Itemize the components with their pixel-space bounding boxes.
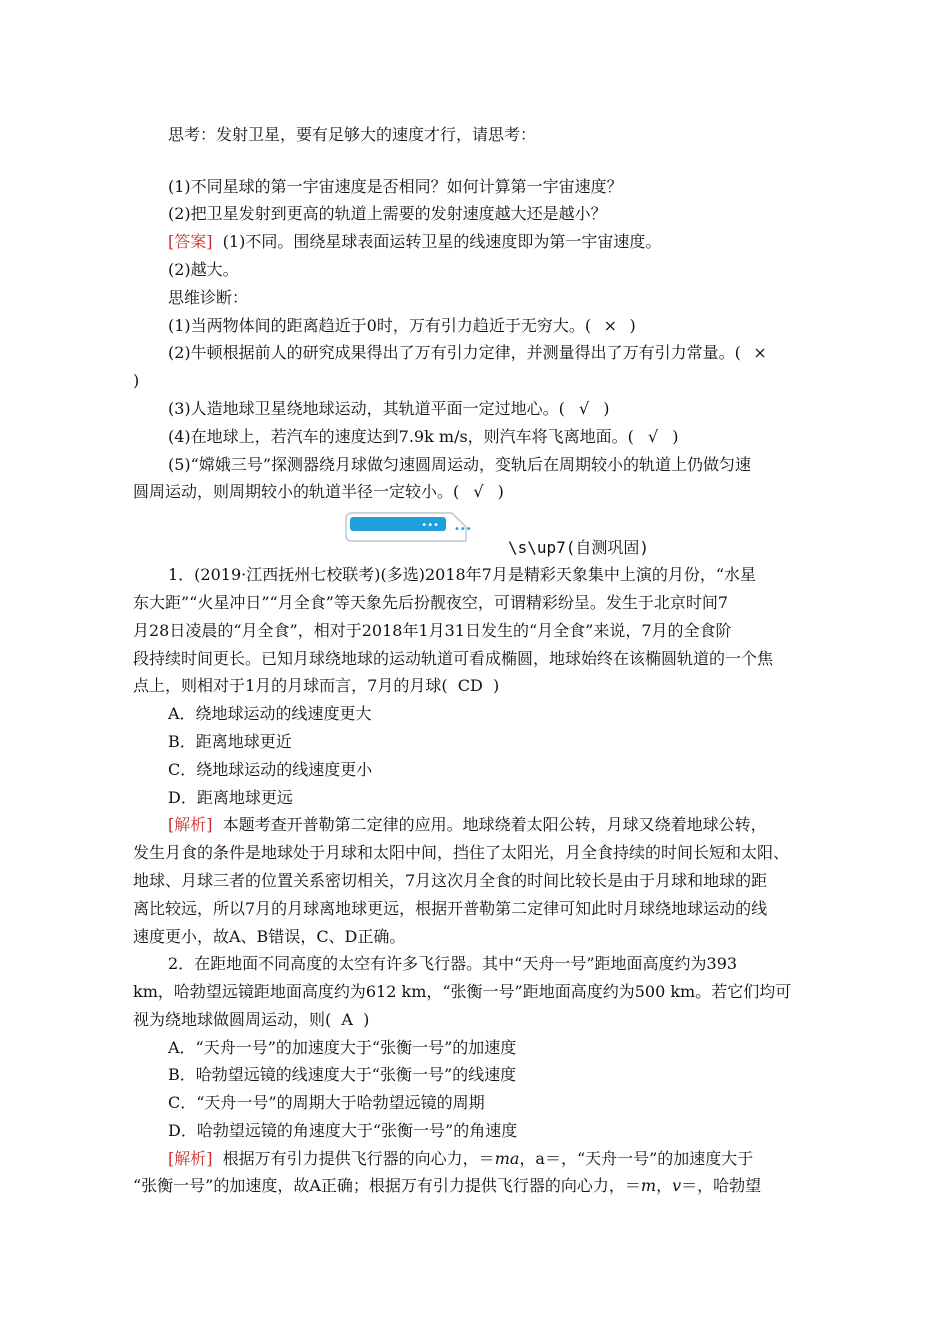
think-question-1: (1)不同星球的第一宇宙速度是否相同？如何计算第一宇宙速度？	[168, 177, 623, 196]
q1-option-d: D．距离地球更远	[168, 788, 293, 807]
q1-answer: CD	[457, 676, 483, 695]
q2-analysis-2	[133, 1176, 761, 1196]
paren-close: )	[672, 427, 679, 446]
analysis-tag: [解析]	[168, 815, 213, 834]
q1-analysis-3: 地球、月球三者的位置关系密切相关，7月这次月全食的时间比较长是由于月球和地球的距	[133, 871, 768, 890]
analysis-text: 根据万有引力提供飞行器的向心力，＝	[222, 1149, 495, 1168]
q2-line-3	[133, 1010, 369, 1030]
analysis-tag: [解析]	[168, 1149, 213, 1168]
q1-option-c: C．绕地球运动的线速度更小	[168, 760, 373, 779]
q1-line-2: 东大距”“火星冲日”“月全食”等天象先后扮靓夜空，可谓精彩纷呈。发生于北京时间7	[133, 593, 729, 612]
math-ma: ma	[494, 1149, 520, 1168]
q1-analysis-2: 发生月食的条件是地球处于月球和太阳中间，挡住了太阳光，月全食持续的时间长短和太阳、	[133, 843, 790, 862]
answer-text: (1)不同。围绕星球表面运转卫星的线速度即为第一宇宙速度。	[222, 232, 662, 251]
q1-line-5	[133, 676, 499, 696]
diagnosis-statement: (1)当两物体间的距离趋近于0时，万有引力趋近于无穷大。(	[168, 316, 592, 335]
think-question-2: (2)把卫星发射到更高的轨道上需要的发射速度越大还是越小？	[168, 204, 607, 223]
check-mark: √	[647, 427, 659, 446]
paren-close: )	[629, 316, 636, 335]
banner-dots: •••	[421, 520, 439, 531]
math-v: v	[672, 1176, 682, 1195]
think-intro: 思考：发射卫星，要有足够大的速度才行，请思考：	[168, 125, 537, 144]
q1-line-3: 月28日凌晨的“月全食”，相对于2018年1月31日发生的“月全食”来说，7月的全食阶	[133, 621, 732, 640]
q1-line-1: 1．(2019·江西抚州七校联考)(多选)2018年7月是精彩天象集中上演的月份，“水星	[168, 565, 757, 584]
paren-close: )	[497, 482, 504, 501]
analysis-text: 本题考查开普勒第二定律的应用。地球绕着太阳公转，月球又绕着地球公转，	[222, 815, 767, 834]
analysis-text: ，a＝，“天舟一号”的加速度大于	[519, 1149, 754, 1168]
q1-option-a: A．绕地球运动的线速度更大	[168, 704, 372, 723]
paren-close: )	[363, 1010, 370, 1029]
q2-analysis-1	[168, 1149, 753, 1169]
diagnosis-statement: (2)牛顿根据前人的研究成果得出了万有引力定律，并测量得出了万有引力常量。(	[168, 343, 741, 362]
q1-analysis-5: 速度更小，故A、B错误，C、D正确。	[133, 927, 406, 946]
diagnosis-item-2	[168, 343, 769, 363]
diagnosis-item-5-cont	[133, 482, 504, 502]
q2-option-b: B．哈勃望远镜的线速度大于“张衡一号”的线速度	[168, 1065, 517, 1084]
q2-option-c: C．“天舟一号”的周期大于哈勃望远镜的周期	[168, 1093, 485, 1112]
paren-close: )	[603, 399, 610, 418]
q2-line-1: 2．在距地面不同高度的太空有许多飞行器。其中“天舟一号”距地面高度约为393	[168, 954, 738, 973]
diagnosis-item-1	[168, 316, 636, 336]
q1-analysis-4: 离比较远，所以7月的月球离地球更远，根据开普勒第二定律可知此时月球绕地球运动的线	[133, 899, 768, 918]
q2-option-a: A．“天舟一号”的加速度大于“张衡一号”的加速度	[168, 1038, 517, 1057]
diagnosis-item-5: (5)“嫦娥三号”探测器绕月球做匀速圆周运动，变轨后在周期较小的轨道上仍做匀速	[168, 455, 752, 474]
think-answer-2: (2)越大。	[168, 260, 239, 279]
q2-answer: A	[341, 1010, 353, 1029]
q2-option-d: D．哈勃望远镜的角速度大于“张衡一号”的角速度	[168, 1121, 518, 1140]
check-mark: √	[473, 482, 484, 501]
paren-close: )	[493, 676, 500, 695]
banner-dots-outer: •••	[454, 524, 472, 535]
diagnosis-item-4	[168, 427, 679, 447]
think-answer-1	[168, 232, 661, 252]
check-mark: √	[578, 399, 590, 418]
diagnosis-title: 思维诊断：	[168, 288, 249, 307]
cross-mark: ×	[753, 343, 767, 362]
q1-analysis-1	[168, 815, 767, 835]
section-banner	[344, 511, 472, 543]
q1-option-b: B．距离地球更近	[168, 732, 292, 751]
math-m: m	[640, 1176, 657, 1195]
diagnosis-statement: (3)人造地球卫星绕地球运动，其轨道平面一定过地心。(	[168, 399, 565, 418]
diagnosis-statement: 圆周运动，则周期较小的轨道半径一定较小。(	[133, 482, 460, 501]
banner-label: \s\up7(自测巩固)	[508, 538, 650, 557]
q1-line-4: 段持续时间更长。已知月球绕地球的运动轨道可看成椭圆，地球始终在该椭圆轨道的一个焦	[133, 649, 774, 668]
diagnosis-item-2-close: )	[133, 371, 140, 390]
cross-mark: ×	[603, 316, 617, 335]
diagnosis-statement: (4)在地球上，若汽车的速度达到7.9k m/s，则汽车将飞离地面。(	[168, 427, 634, 446]
q2-stem-end: 视为绕地球做圆周运动，则(	[133, 1010, 332, 1029]
diagnosis-item-3	[168, 399, 610, 419]
analysis-text: ，	[656, 1176, 673, 1195]
q1-stem-end: 点上，则相对于1月的月球而言，7月的月球(	[133, 676, 448, 695]
analysis-text: ＝，哈勃望	[681, 1176, 762, 1195]
answer-tag: [答案]	[168, 232, 213, 251]
q2-line-2: km，哈勃望远镜距地面高度约为612 km，“张衡一号”距地面高度约为500 km。若它们均可	[133, 982, 792, 1001]
analysis-text: “张衡一号”的加速度，故A正确；根据万有引力提供飞行器的向心力，＝	[133, 1176, 641, 1195]
